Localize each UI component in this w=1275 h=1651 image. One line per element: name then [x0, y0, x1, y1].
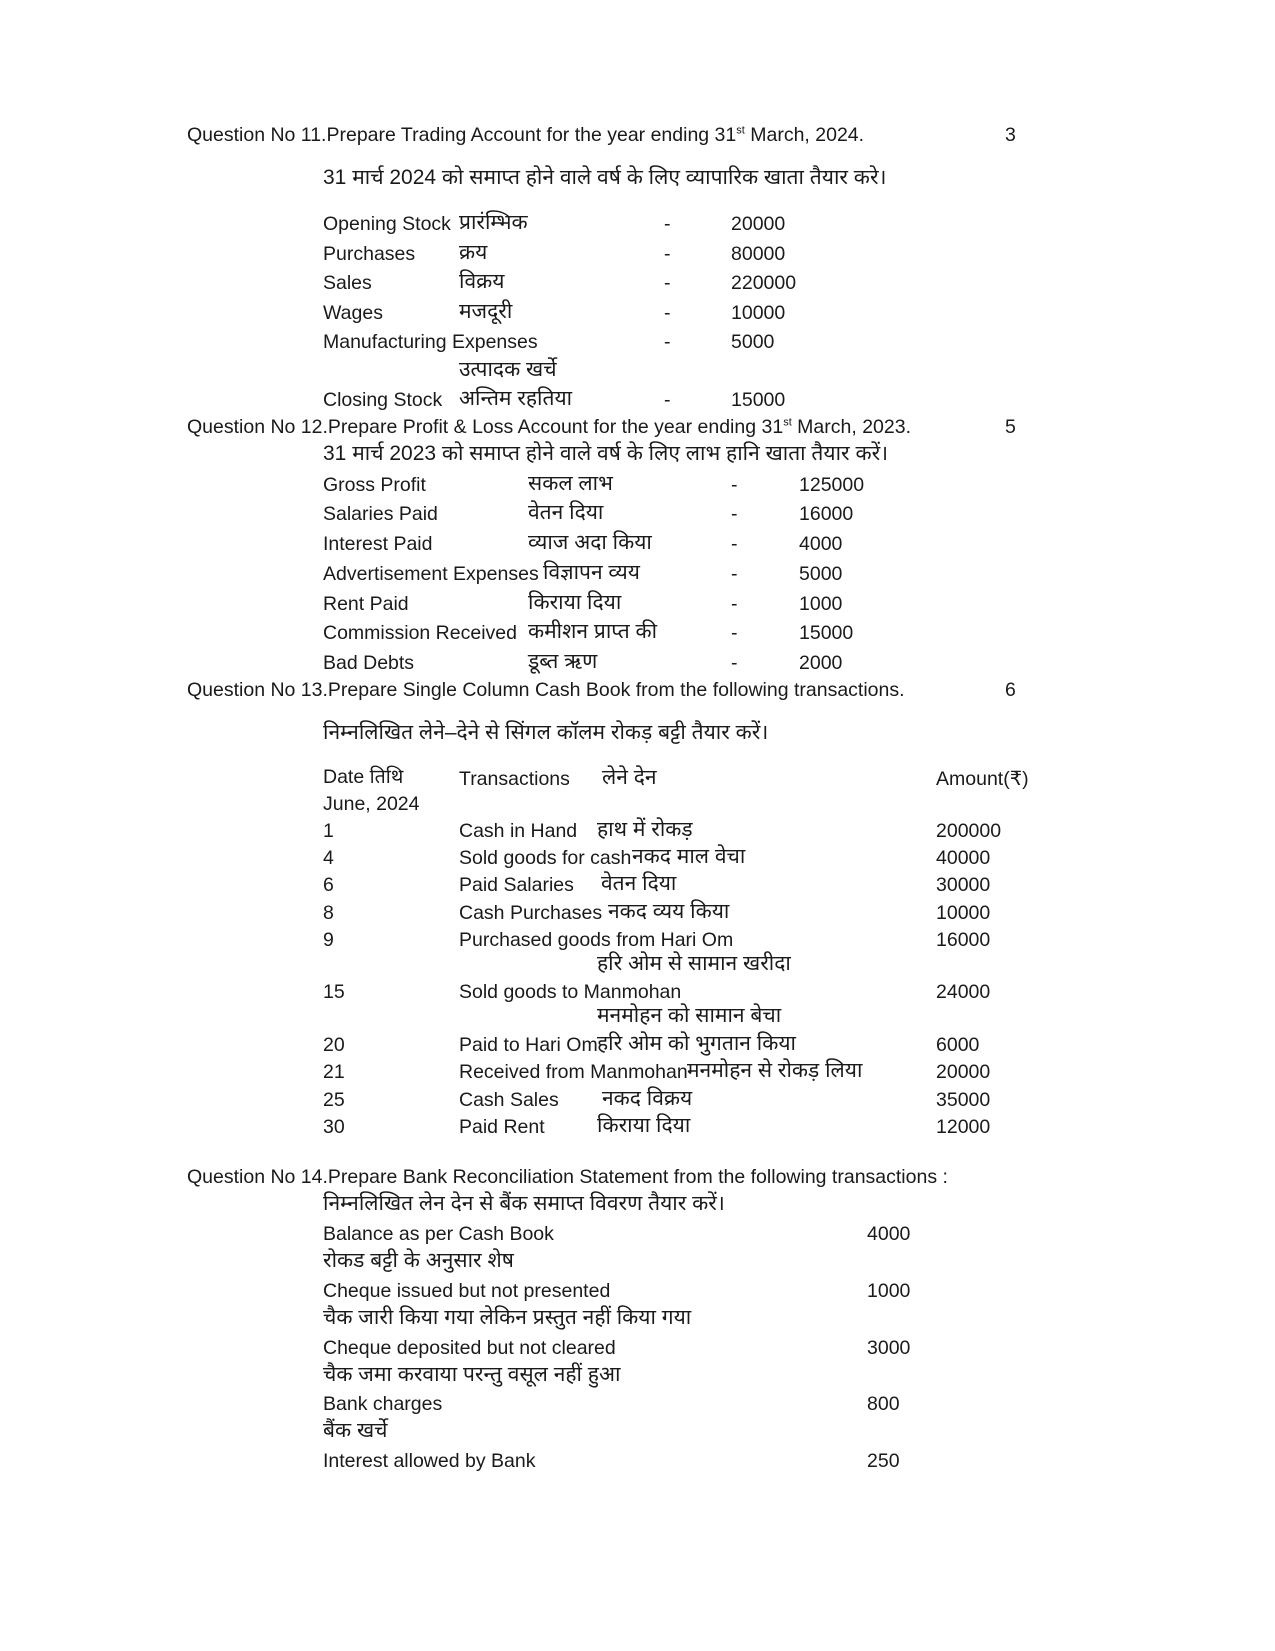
q13-row-en: Paid Rent — [459, 1116, 545, 1138]
q12-item-en: Bad Debts — [323, 652, 415, 674]
q12-item-dash: - — [731, 593, 738, 615]
q13-row-hi: हरि ओम को भुगतान किया — [597, 1032, 796, 1055]
q12-item-en: Rent Paid — [323, 593, 409, 615]
q12-item-en: Commission Received — [323, 622, 517, 644]
q12-item-dash: - — [731, 503, 738, 525]
q11-item-hi: अन्तिम रहतिया — [459, 387, 573, 410]
q13-row-date: 20 — [323, 1034, 345, 1056]
q14-item-hi: बैंक खर्चे — [323, 1419, 388, 1442]
q13-row-date: 6 — [323, 874, 334, 896]
q13-row-en: Sold goods to Manmohan — [459, 981, 682, 1003]
q12-item-amount: 1000 — [799, 593, 843, 615]
q14-item-hi: रोकड बट्टी के अनुसार शेष — [323, 1249, 514, 1272]
q12-item-en: Salaries Paid — [323, 503, 438, 525]
q12-item-hi: डूब्त ऋण — [528, 650, 598, 673]
q13-row-en: Sold goods for cash — [459, 847, 632, 869]
q13-row-date: 21 — [323, 1061, 345, 1083]
q13-head-month: June, 2024 — [323, 793, 420, 815]
q12-item-dash: - — [731, 474, 738, 496]
q13-head-transactions: Transactions — [459, 768, 570, 790]
q12-item-dash: - — [731, 652, 738, 674]
q13-title: Prepare Single Column Cash Book from the following transactions. — [327, 679, 905, 701]
q13-label: Question No 13. — [187, 679, 328, 701]
q11-item-en: Closing Stock — [323, 389, 443, 411]
q11-hindi-instruction: 31 मार्च 2024 को समाप्त होने वाले वर्ष के लिए व्यापारिक खाता तैयार करे। — [323, 166, 887, 189]
q12-item-hi: किराया दिया — [528, 591, 622, 614]
q13-row-date: 15 — [323, 981, 345, 1003]
q13-row-hi: वेतन दिया — [601, 872, 677, 895]
q14-item-amount: 800 — [867, 1393, 900, 1415]
q12-item-hi: वेतन दिया — [528, 501, 604, 524]
q12-item-en: Interest Paid — [323, 533, 433, 555]
q14-item-en: Balance as per Cash Book — [323, 1223, 554, 1245]
q11-item-hi: प्रारंम्भिक — [459, 211, 528, 234]
q13-head-transactions-hi: लेने देन — [602, 766, 657, 789]
q13-row-en: Received from Manmohan — [459, 1061, 688, 1083]
q13-row-date: 4 — [323, 847, 334, 869]
q13-hindi-instruction: निम्नलिखित लेने–देने से सिंगल कॉलम रोकड़ बट्टी तैयार करें। — [323, 721, 769, 744]
q12-item-hi: विज्ञापन व्यय — [543, 561, 640, 584]
q14-label: Question No 14. — [187, 1166, 328, 1188]
q14-item-amount: 1000 — [867, 1280, 911, 1302]
q12-marks: 5 — [1005, 416, 1016, 438]
q11-item-hi: विक्रय — [459, 270, 505, 293]
q13-row-hi: हाथ में रोकड़ — [597, 818, 693, 841]
q13-row-amount: 12000 — [936, 1116, 991, 1138]
q12-item-amount: 4000 — [799, 533, 843, 555]
q11-item-amount: 5000 — [731, 331, 775, 353]
q13-row-hi: मनमोहन को सामान बेचा — [597, 1004, 782, 1027]
q13-row-en: Cash Sales — [459, 1089, 559, 1111]
q12-item-hi: कमीशन प्राप्त की — [528, 620, 658, 643]
q12-title: Prepare Profit & Loss Account for the year ending 31st March, 2023. — [327, 416, 911, 438]
q11-item-hi: उत्पादक खर्चे — [459, 358, 557, 381]
q14-item-en: Cheque issued but not presented — [323, 1280, 611, 1302]
q13-row-hi: नकद विक्रय — [602, 1087, 693, 1110]
q11-item-dash: - — [664, 272, 671, 294]
q14-item-hi: चैक जमा करवाया परन्तु वसूल नहीं हुआ — [323, 1363, 621, 1386]
q14-title: Prepare Bank Reconciliation Statement from the following transactions : — [327, 1166, 948, 1188]
q11-heading — [187, 126, 864, 146]
q11-item-en: Purchases — [323, 243, 416, 265]
q12-item-amount: 2000 — [799, 652, 843, 674]
q14-item-amount: 4000 — [867, 1223, 911, 1245]
q11-label: Question No 11. — [187, 124, 327, 146]
q11-item-amount: 15000 — [731, 389, 786, 411]
q13-row-hi: नकद व्यय किया — [608, 900, 730, 923]
q13-row-amount: 40000 — [936, 847, 991, 869]
q11-item-en: Wages — [323, 302, 383, 324]
q12-item-dash: - — [731, 563, 738, 585]
q11-item-dash: - — [664, 389, 671, 411]
q12-item-dash: - — [731, 622, 738, 644]
q14-item-en: Bank charges — [323, 1393, 443, 1415]
q13-row-date: 30 — [323, 1116, 345, 1138]
q12-item-en: Advertisement Expenses — [323, 563, 539, 585]
q12-hindi-instruction: 31 मार्च 2023 को समाप्त होने वाले वर्ष के लिए लाभ हानि खाता तैयार करें। — [323, 442, 889, 465]
q14-item-hi: चैक जारी किया गया लेकिन प्रस्तुत नहीं किया गया — [323, 1306, 692, 1329]
q13-row-amount: 30000 — [936, 874, 991, 896]
q11-item-en: Opening Stock — [323, 213, 451, 235]
q12-item-hi: सकल लाभ — [528, 472, 613, 495]
q12-item-dash: - — [731, 533, 738, 555]
q12-item-en: Gross Profit — [323, 474, 426, 496]
q11-item-dash: - — [664, 302, 671, 324]
q11-item-dash: - — [664, 213, 671, 235]
q14-heading — [187, 1168, 948, 1188]
q11-item-amount: 10000 — [731, 302, 786, 324]
q11-item-dash: - — [664, 243, 671, 265]
q11-title: Prepare Trading Account for the year ending 31st March, 2024. — [326, 124, 865, 146]
q12-item-amount: 15000 — [799, 622, 854, 644]
q11-item-amount: 20000 — [731, 213, 786, 235]
q13-row-amount: 6000 — [936, 1034, 980, 1056]
q14-item-amount: 3000 — [867, 1337, 911, 1359]
q13-row-amount: 20000 — [936, 1061, 991, 1083]
q13-row-date: 25 — [323, 1089, 345, 1111]
q14-item-en: Interest allowed by Bank — [323, 1450, 536, 1472]
q14-item-amount: 250 — [867, 1450, 900, 1472]
q12-item-amount: 5000 — [799, 563, 843, 585]
q11-item-amount: 80000 — [731, 243, 786, 265]
q12-label: Question No 12. — [187, 416, 328, 438]
q13-row-en: Cash Purchases — [459, 902, 603, 924]
q11-item-hi: क्रय — [459, 241, 488, 264]
q12-item-amount: 125000 — [799, 474, 865, 496]
q11-item-en: Manufacturing Expenses — [323, 331, 538, 353]
q14-item-en: Cheque deposited but not cleared — [323, 1337, 616, 1359]
q13-row-hi: मनमोहन से रोकड़ लिया — [687, 1059, 863, 1082]
q11-item-dash: - — [664, 331, 671, 353]
q11-marks: 3 — [1005, 124, 1016, 146]
q14-hindi-instruction: निम्नलिखित लेन देन से बैंक समाप्त विवरण तैयार करें। — [323, 1192, 725, 1215]
q13-row-en: Purchased goods from Hari Om — [459, 929, 734, 951]
q13-row-en: Paid Salaries — [459, 874, 574, 896]
q13-row-hi: हरि ओम से सामान खरीदा — [597, 952, 791, 975]
q13-row-en: Paid to Hari Om — [459, 1034, 598, 1056]
q13-marks: 6 — [1005, 679, 1016, 701]
q13-row-hi: नकद माल वेचा — [632, 845, 746, 868]
q13-head-date: Date तिथि — [323, 766, 404, 788]
q13-row-hi: किराया दिया — [597, 1114, 691, 1137]
q12-item-amount: 16000 — [799, 503, 854, 525]
q13-row-en: Cash in Hand — [459, 820, 578, 842]
q13-row-date: 1 — [323, 820, 334, 842]
q13-row-amount: 10000 — [936, 902, 991, 924]
q13-row-amount: 24000 — [936, 981, 991, 1003]
q11-item-hi: मजदूरी — [459, 300, 513, 323]
q11-item-en: Sales — [323, 272, 372, 294]
q13-head-amount: Amount(₹) — [936, 768, 1029, 790]
q12-heading — [187, 418, 911, 438]
q13-row-amount: 200000 — [936, 820, 1002, 842]
q13-row-amount: 16000 — [936, 929, 991, 951]
q13-row-amount: 35000 — [936, 1089, 991, 1111]
q11-item-amount: 220000 — [731, 272, 797, 294]
q13-heading — [187, 681, 905, 701]
q13-row-date: 8 — [323, 902, 334, 924]
q12-item-hi: व्याज अदा किया — [528, 531, 652, 554]
q13-row-date: 9 — [323, 929, 334, 951]
